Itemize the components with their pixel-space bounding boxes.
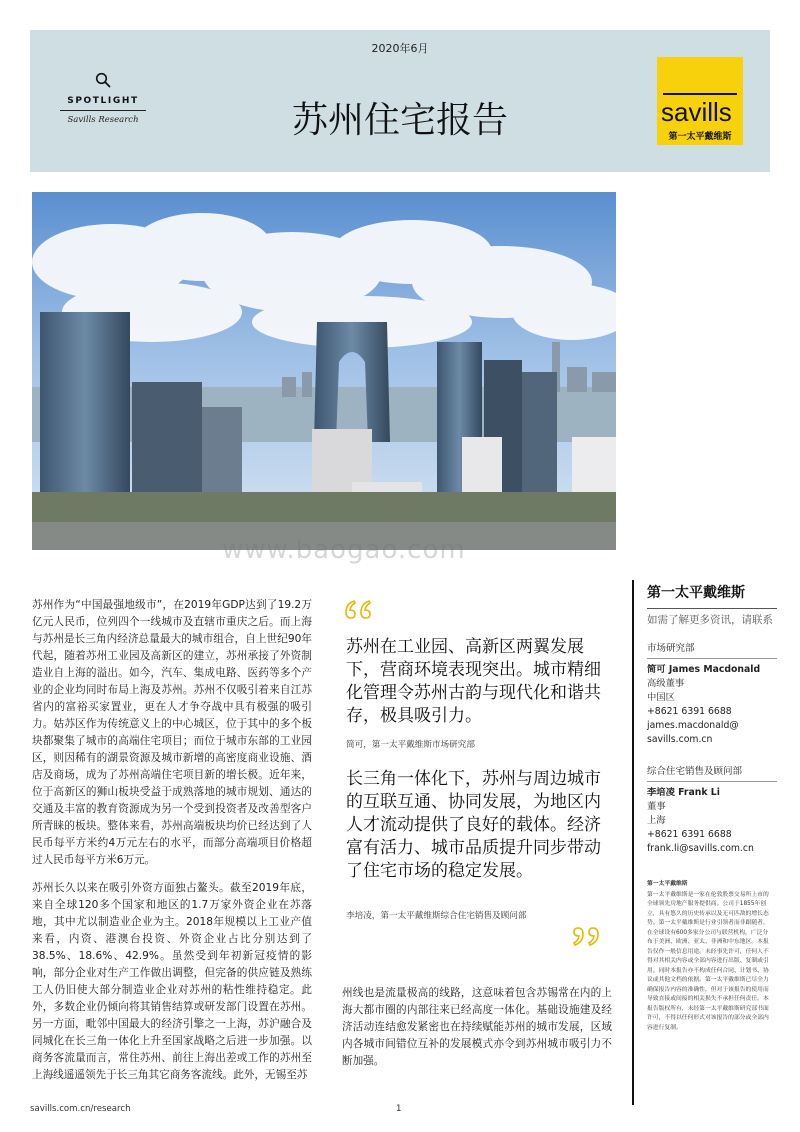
contact-email[interactable]: frank.li@savills.com.cn bbox=[647, 843, 754, 854]
watermark: www.baogao.com bbox=[222, 535, 466, 565]
more-info-text: 如需了解更多资讯，请联系 bbox=[647, 614, 773, 626]
contact-name: 李培凌 Frank Li bbox=[647, 787, 720, 798]
sidebar-contacts bbox=[647, 582, 777, 856]
divider bbox=[647, 608, 777, 609]
contact-email-line-2[interactable]: savills.com.cn bbox=[647, 734, 713, 745]
logo-chinese: 第一太平戴维斯 bbox=[668, 132, 732, 142]
contact-role: 高级董事 bbox=[647, 678, 685, 689]
open-quote-icon bbox=[344, 598, 372, 620]
disclaimer-title: 第一太平戴维斯 bbox=[647, 881, 688, 887]
contact-card bbox=[647, 663, 777, 747]
section-heading-research: 市场研究部 bbox=[647, 640, 777, 659]
paragraph: 苏州作为“中国最强地级市”，在2019年GDP达到了19.2万亿元人民币，位列四个一线城市及直辖市重庆之后。而上海与苏州是长三角内经济总量最大的城市组合，自上世纪90年代起，随着苏州工业园及高新区的建立，苏州承接了外资制造业自上海的溢出。如今，汽车、集成电路、医药等多个产业的企业均同时布局上海及苏州。苏州不仅吸引着来自江苏省内的富裕买家置业，更在人才争夺战中具有极强的吸引力。姑苏区作为传统意义上的中心城区，位于其中的多个板块都聚集了城市的高端住宅项目；而位于城市东部的工业园区，则因稀有的湖景资源及城市新增的高密度商业设施、酒店及商场，成为了苏州高端住宅项目新的增长极。近年来，位于高新区的狮山板块受益于成熟落地的城市规划、通达的交通及丰富的教育资源成为另一个受到投资者及改善型客户所青睐的板块。整体来看，苏州高端板块均价已经达到了人民币每平方米约4万元左右的水平，而部分高端项目价格超过人民币每平方米6万元。 bbox=[32, 599, 312, 866]
search-icon bbox=[95, 72, 111, 88]
savills-logo bbox=[657, 57, 743, 145]
close-quote-icon bbox=[572, 926, 600, 948]
hero-photo-suzhou-skyline bbox=[32, 192, 616, 550]
spotlight-subtitle: Savills Research bbox=[67, 115, 139, 125]
paragraph: 苏州长久以来在吸引外资方面独占鳌头。截至2019年底，来自全球120多个国家和地区的1.7万家外资企业在苏落地，其中尤以制造业企业为主。2018年规模以上工业产值来看，内资、港澳台投资、外资企业占比分别达到了38.5%、18.6%、42.9%。虽然受到年初新冠疫情的影响，部分企业对生产工作做出调整，但完备的供应链及熟练工人仍旧使大部分制造业企业对苏州的粘性维持稳定。此外，多数企业仍倾向将其销售结算或研发部门设置在苏州。另一方面，毗邻中国最大的经济引擎之一上海，苏沪融合及同城化在长三角一体化上升至国家战略之后进一步加强。以商务客流量而言，常住苏州、前往上海出差或工作的苏州至上海线遥遥领先于长三角其它商务客流线。此外，无锡至苏 bbox=[32, 882, 312, 1081]
logo-brand: savills bbox=[661, 97, 732, 127]
contact-email-line-1[interactable]: james.macdonald@ bbox=[647, 720, 739, 731]
disclaimer bbox=[647, 880, 773, 1033]
pull-quote-2: 长三角一体化下，苏州与周边城市的互联互通、协同发展，为地区内人才流动提供了良好的载体。经济富有活力、城市品质提升同步带动了住宅市场的稳定发展。 bbox=[346, 769, 601, 881]
contact-phone[interactable]: +8621 6391 6688 bbox=[647, 706, 732, 717]
pull-quote-1: 苏州在工业园、高新区两翼发展下，营商环境表现突出。城市精细化管理令苏州古韵与现代化和谐共存，极具吸引力。 bbox=[346, 637, 601, 726]
page-number: 1 bbox=[396, 1104, 402, 1114]
disclaimer-text: 第一太平戴维斯是一家在伦敦股票交易所上市的全球领先房地产服务提供商。公司于1855年创立，具有悠久的历史传承以及无可匹敌的增长态势。第一太平戴维斯是行业引领者而非跟随者，在全球设有600多家分公司与联营机构，广泛分布于美洲、欧洲、亚太、非洲和中东地区。本报告仅作一般信息用途。未经事先许可，任何人不得对其相关内容或全部内容进行出版、复制或引用。同时本报告亦不构成任何合同、计划书、协议或其他文档的依据。第一太平戴维斯已尽全力确保报告内容的准确性，但对于该报告的使用而导致直接或间接的相关损失不承担任何责任。本报告版权所有，未经第一太平戴维斯研究部书面许可，不得以任何形式对该报告的部分或全部内容进行复制。 bbox=[647, 891, 769, 1031]
sidebar-divider bbox=[632, 580, 634, 1105]
contact-region: 上海 bbox=[647, 815, 666, 826]
contact-name: 简可 James Macdonald bbox=[647, 664, 761, 675]
quote-2-caption: 李培凌，第一太平戴维斯综合住宅销售及顾问部 bbox=[346, 911, 527, 921]
contact-role: 董事 bbox=[647, 801, 666, 812]
body-mid-column: 州线也是流量极高的线路，这意味着包含苏锡常在内的上海大都市圈的内部往来已经高度一体化。基础设施建及经济活动连结愈发紧密也在持续赋能苏州的城市发展，区域内各城市间错位互补的发展模式亦令到苏州城市吸引力不断加强。 bbox=[342, 987, 612, 1067]
body-left-column bbox=[32, 597, 312, 1095]
page-title: 苏州住宅报告 bbox=[291, 100, 508, 141]
header-banner bbox=[30, 30, 770, 172]
contact-card bbox=[647, 786, 777, 856]
quote-1-caption: 简可，第一太平戴维斯市场研究部 bbox=[346, 740, 475, 750]
section-heading-residential: 综合住宅销售及顾问部 bbox=[647, 763, 777, 782]
spotlight-word: SPOTLIGHT bbox=[60, 96, 146, 111]
contact-region: 中国区 bbox=[647, 692, 675, 703]
footer-url-link[interactable]: savills.com.cn/research bbox=[30, 1104, 131, 1114]
report-date: 2020年6月 bbox=[371, 42, 429, 55]
contact-phone[interactable]: +8621 6391 6688 bbox=[647, 829, 732, 840]
sidebar-title: 第一太平戴维斯 bbox=[647, 585, 745, 601]
logo-rule bbox=[663, 93, 737, 95]
